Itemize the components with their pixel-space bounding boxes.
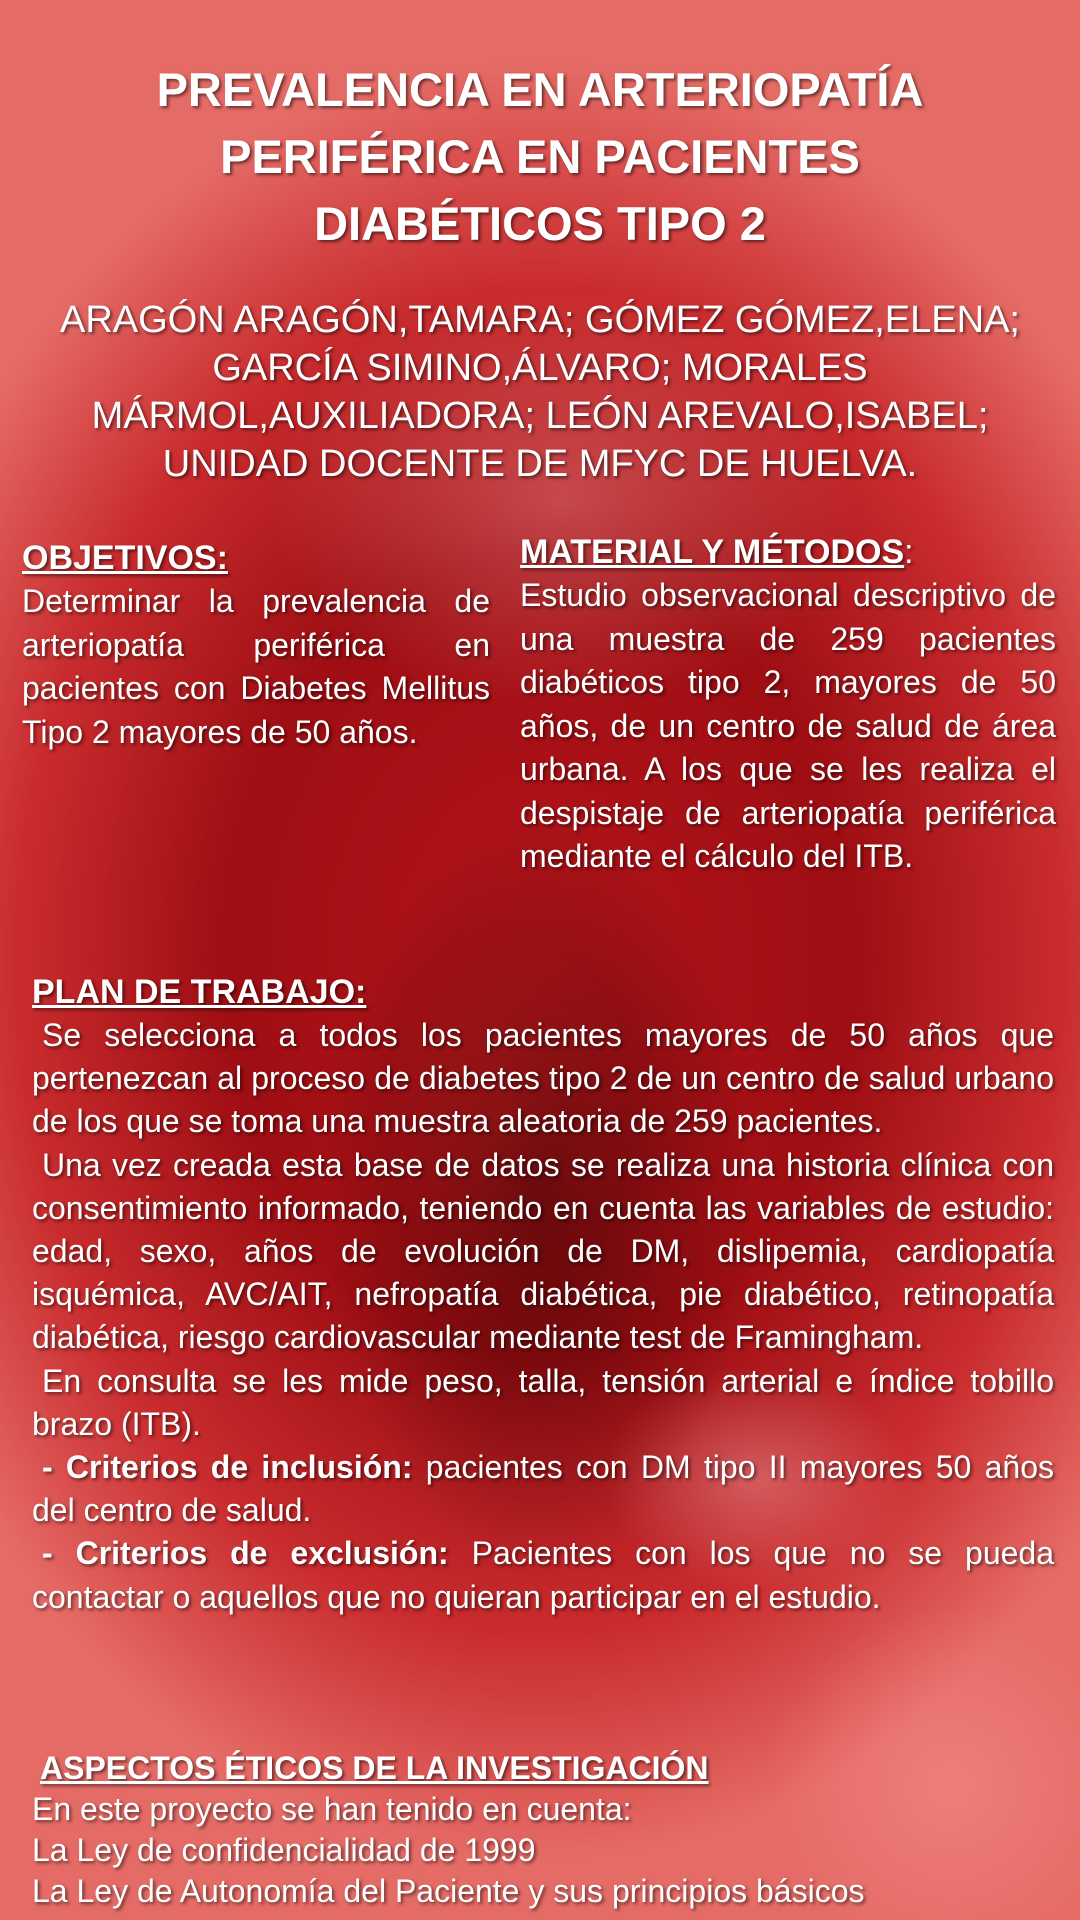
objetivos-section xyxy=(22,536,490,754)
inclusion-criteria xyxy=(32,1446,1054,1532)
inclusion-label: - Criterios de inclusión: xyxy=(42,1449,413,1486)
material-text: Estudio observacional descriptivo de una muestra de 259 pacientes diabéticos tipo 2, mayores de 50 años, de un centro de salud de área urbana. A los que se les realiza el despistaje de arteriopatía periférica mediante el cálculo del ITB. xyxy=(520,577,1056,874)
exclusion-criteria xyxy=(32,1532,1054,1618)
objetivos-heading: OBJETIVOS: xyxy=(22,539,228,577)
plan-heading: PLAN DE TRABAJO: xyxy=(32,973,367,1011)
authors-line: UNIDAD DOCENTE DE MFYC DE HUELVA. xyxy=(162,443,918,485)
plan-paragraph-1: Se selecciona a todos los pacientes mayores de 50 años que pertenezcan al proceso de diabetes tipo 2 de un centro de salud urbano de los que se toma una muestra aleatoria de 259 pacientes. xyxy=(32,1017,1054,1140)
plan-paragraph-2: Una vez creada esta base de datos se realiza una historia clínica con consentimiento informado, teniendo en cuenta las variables de estudio: edad, sexo, años de evolución de DM, dislipemia, cardiopatía isquémica, AVC/AIT, nefropatía diabética, pie diabético, retinopatía diabética, riesgo cardiovascular mediante test de Framingham. xyxy=(32,1146,1054,1356)
plan-paragraph-3: En consulta se les mide peso, talla, tensión arterial e índice tobillo brazo (ITB). xyxy=(32,1362,1054,1442)
ethics-heading: ASPECTOS ÉTICOS DE LA INVESTIGACIÓN xyxy=(40,1750,709,1786)
poster-title xyxy=(40,56,1040,257)
material-heading: MATERIAL Y MÉTODOS xyxy=(520,533,905,571)
plan-section xyxy=(32,970,1054,1619)
title-line: PERIFÉRICA EN PACIENTES xyxy=(220,130,860,183)
ethics-line: La Ley de Autonomía del Paciente y sus principios básicos xyxy=(32,1873,865,1909)
ethics-line: En este proyecto se han tenido en cuenta: xyxy=(32,1791,632,1827)
ethics-section xyxy=(32,1748,1054,1912)
exclusion-label: - Criterios de exclusión: xyxy=(42,1535,449,1572)
material-section xyxy=(520,530,1056,879)
ethics-line: La Ley de confidencialidad de 1999 xyxy=(32,1832,536,1868)
exclusion-text: Pacientes con los que no se pueda contactar o aquellos que no quieran participar en el estudio. xyxy=(32,1535,1055,1615)
title-line: PREVALENCIA EN ARTERIOPATÍA xyxy=(156,63,924,116)
title-line: DIABÉTICOS TIPO 2 xyxy=(314,197,766,250)
authors-line: ARAGÓN ARAGÓN,TAMARA; GÓMEZ GÓMEZ,ELENA; xyxy=(60,299,1020,341)
authors-line: MÁRMOL,AUXILIADORA; LEÓN AREVALO,ISABEL; xyxy=(91,395,989,437)
inclusion-text: pacientes con DM tipo II mayores 50 años del centro de salud. xyxy=(32,1449,1055,1529)
authors-block xyxy=(20,296,1060,488)
material-heading-line xyxy=(520,530,1056,574)
objetivos-text: Determinar la prevalencia de arteriopatía periférica en pacientes con Diabetes Mellitus Tipo 2 mayores de 50 años. xyxy=(22,583,490,750)
authors-line: GARCÍA SIMINO,ÁLVARO; MORALES xyxy=(212,347,868,389)
material-heading-colon: : xyxy=(904,533,914,571)
